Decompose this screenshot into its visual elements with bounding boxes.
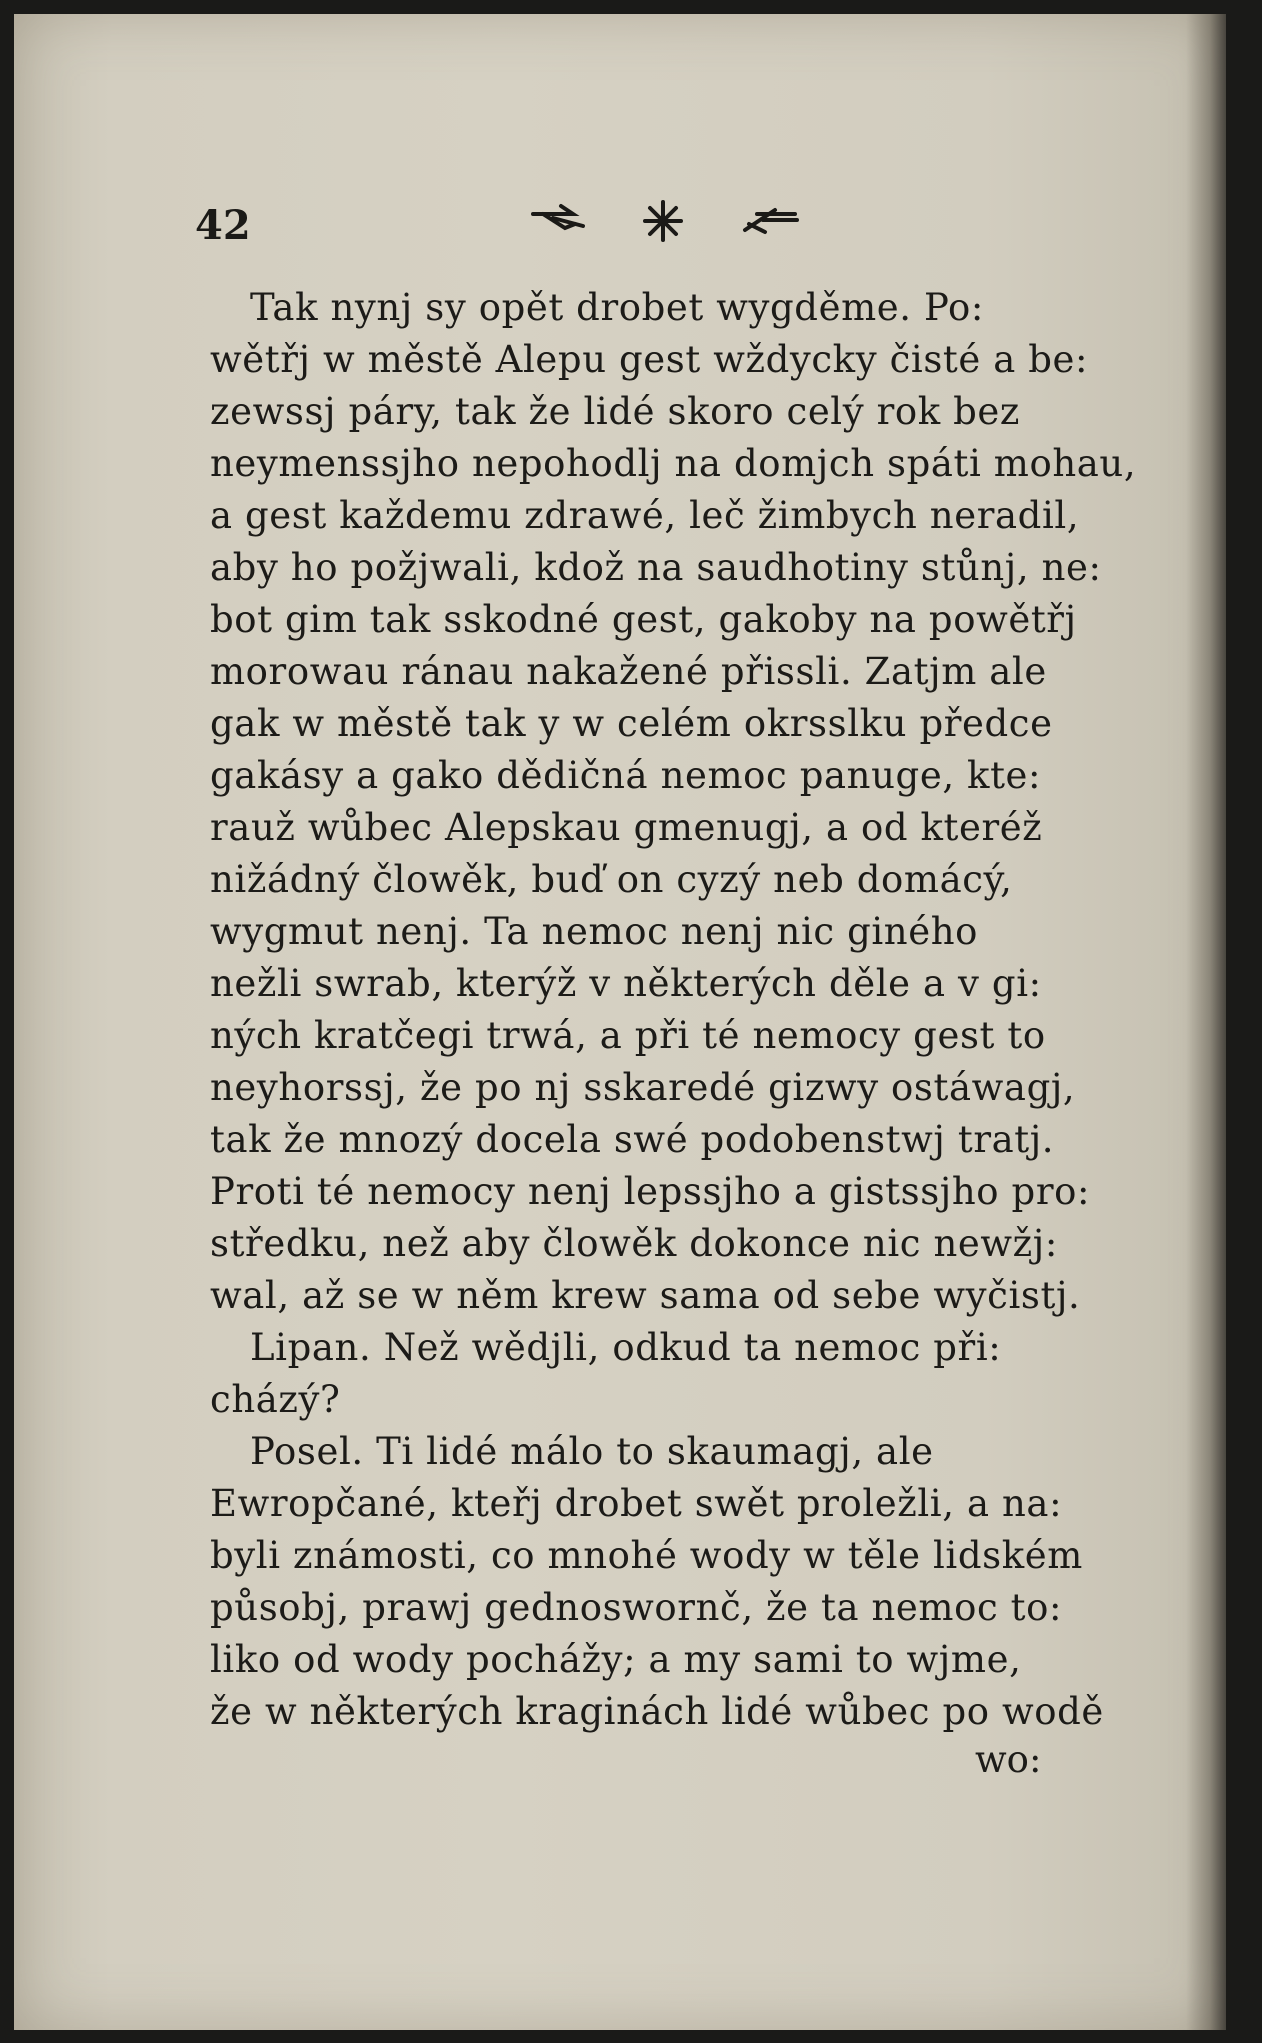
text-line: liko od wody pochážy; a my sami to wjme, (210, 1638, 1022, 1681)
ornament-icon (513, 196, 813, 246)
text-line: Tak nynj sy opět drobet wygděme. Po: (250, 286, 984, 329)
text-line: gakásy a gako dědičná nemoc panuge, kte: (210, 754, 1042, 797)
text-line: tak že mnozý docela swé podobenstwj tratj. (210, 1118, 1055, 1161)
text-line: nežli swrab, kterýž v některých děle a v gi: (210, 962, 1042, 1005)
text-line: nižádný člowěk, buď on cyzý neb domácý, (210, 858, 1013, 901)
text-line: rauž wůbec Alepskau gmenugj, a od kteréž (210, 806, 1043, 849)
text-line: Ewropčané, kteřj drobet swět proležli, a na: (210, 1482, 1063, 1525)
text-line: působj, prawj gednoswornč, že ta nemoc to: (210, 1586, 1063, 1629)
text-line: a gest každemu zdrawé, leč žimbych neradil, (210, 494, 1080, 537)
text-line: wětřj w městě Alepu gest wždycky čisté a be: (210, 338, 1089, 381)
text-line: neyhorssj, že po nj sskaredé gizwy ostáwagj, (210, 1066, 1076, 1109)
text-line: Proti té nemocy nenj lepssjho a gistssjho pro: (210, 1170, 1091, 1213)
catchword: wo: (975, 1738, 1042, 1781)
text-line: wygmut nenj. Ta nemoc nenj nic giného (210, 910, 979, 953)
page-number: 42 (195, 202, 251, 249)
page-gutter-shadow (1186, 14, 1226, 2030)
text-line: Posel. Ti lidé málo to skaumagj, ale (250, 1430, 934, 1473)
text-line: wal, až se w něm krew sama od sebe wyčistj. (210, 1274, 1081, 1317)
text-line: morowau ránau nakažené přissli. Zatjm ale (210, 650, 1047, 693)
text-line: byli známosti, co mnohé wody w těle lidském (210, 1534, 1083, 1577)
text-line: gak w městě tak y w celém okrsslku předce (210, 702, 1053, 745)
text-line: středku, než aby člowěk dokonce nic newžj: (210, 1222, 1058, 1265)
text-line: neymenssjho nepohodlj na domjch spáti mohau, (210, 442, 1137, 485)
text-line: Lipan. Než wědjli, odkud ta nemoc při: (250, 1326, 1002, 1369)
text-line: zewssj páry, tak že lidé skoro celý rok bez (210, 390, 1021, 433)
text-line: že w některých kraginách lidé wůbec po wodě (210, 1690, 1104, 1733)
page-header (195, 196, 1095, 256)
text-line: ných kratčegi trwá, a při té nemocy gest to (210, 1014, 1046, 1057)
text-line: bot gim tak sskodné gest, gakoby na powětřj (210, 598, 1077, 641)
text-line: aby ho požjwali, kdož na saudhotiny stůnj, ne: (210, 546, 1102, 589)
body-text (210, 282, 1137, 1738)
text-line: cházý? (210, 1378, 341, 1421)
